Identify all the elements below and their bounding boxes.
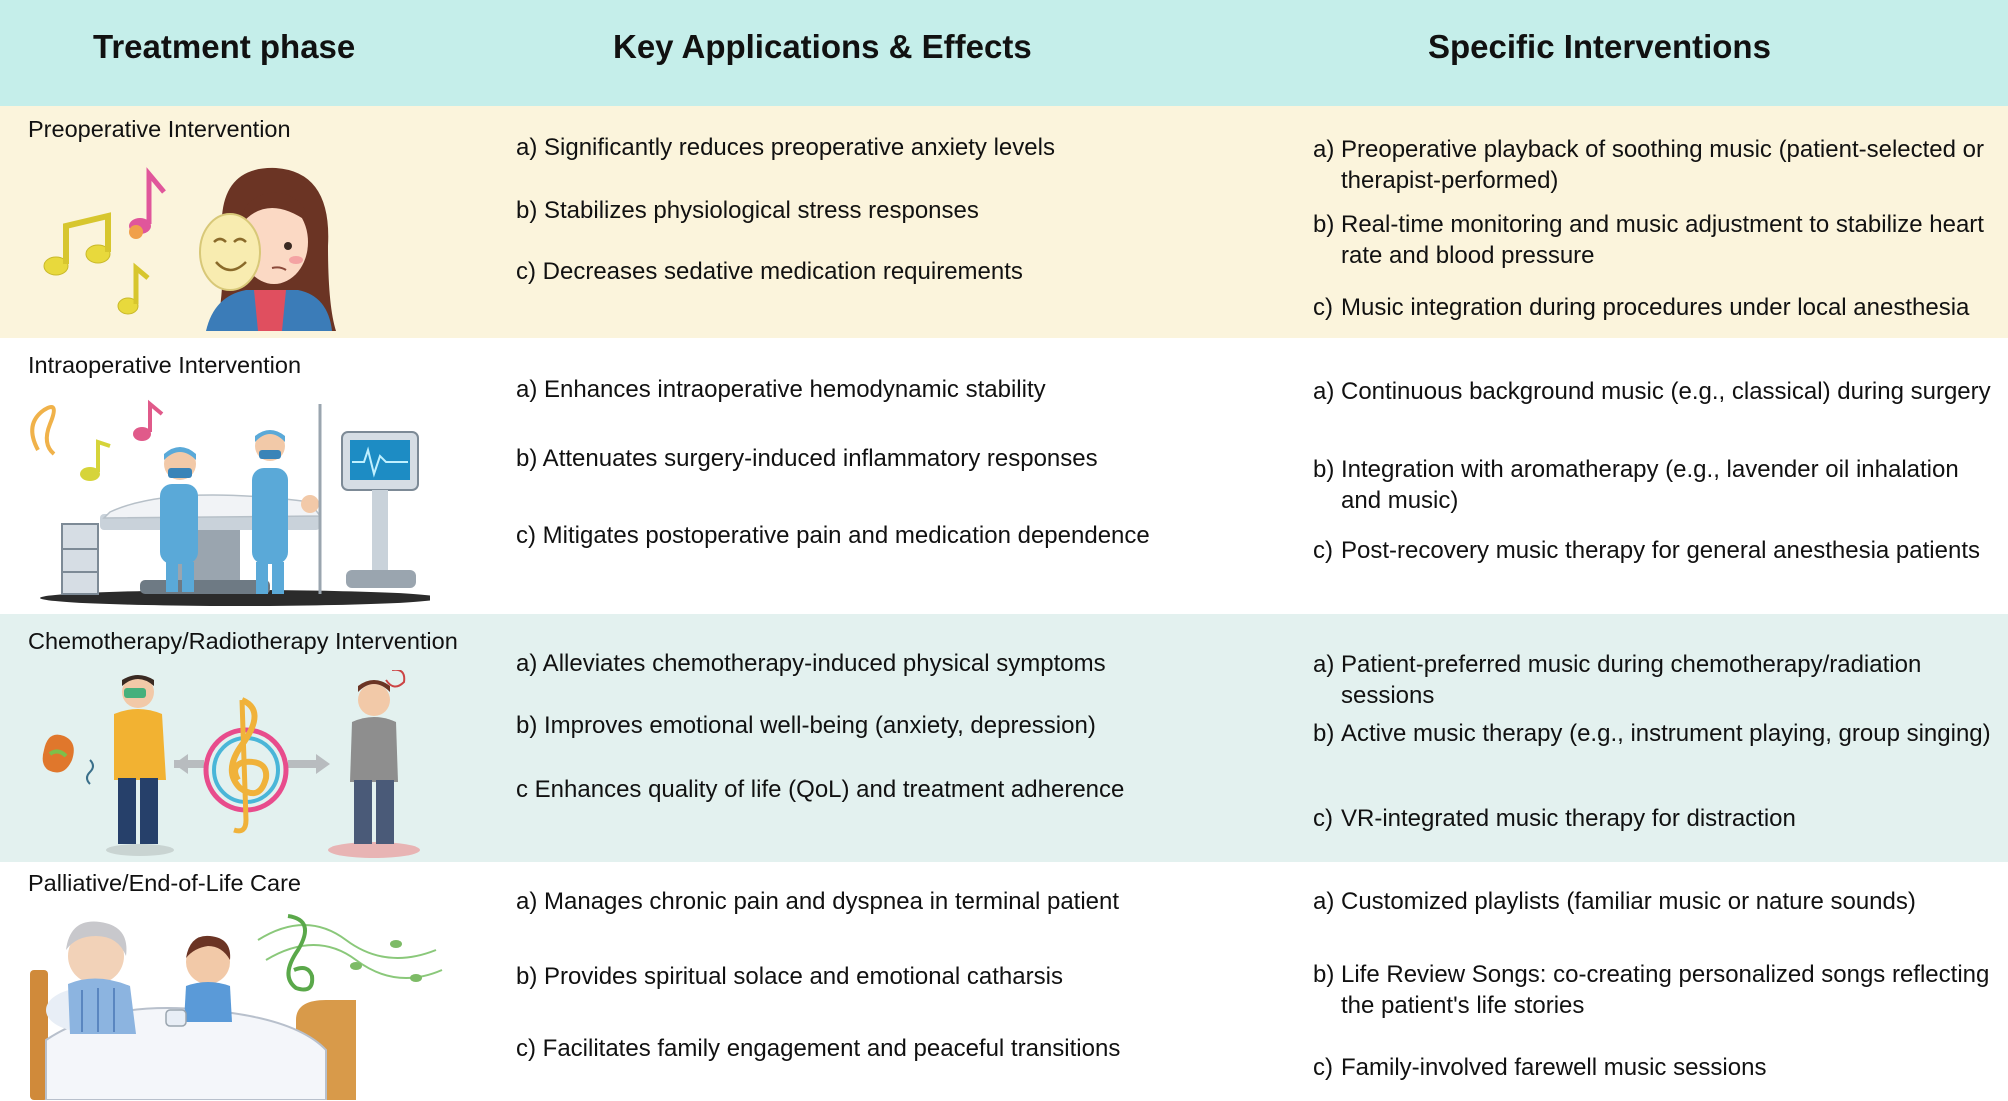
intervention-label: c) [1313, 537, 1333, 564]
row-preoperative [0, 106, 2008, 338]
effect-item: c) Decreases sedative medication requirements [516, 258, 1023, 285]
intervention-label: a) [1313, 378, 1335, 405]
effect-item: a) Significantly reduces preoperative anxiety levels [516, 134, 1055, 161]
intervention-text: Life Review Songs: co-creating personalized songs reflecting the patient's life stories [1341, 961, 1990, 1019]
header-specific-interventions: Specific Interventions [1428, 28, 1771, 65]
effect-item: c) Facilitates family engagement and peaceful transitions [516, 1035, 1121, 1062]
elderly-patient-in-bed-with-child-and-music-icon [26, 900, 446, 1100]
phase-label: Intraoperative Intervention [28, 352, 302, 378]
header-key-applications: Key Applications & Effects [613, 28, 1032, 65]
header-treatment-phase: Treatment phase [93, 28, 356, 65]
intervention-label: b) [1313, 211, 1335, 238]
intervention-item [1313, 376, 2003, 407]
phase-label: Chemotherapy/Radiotherapy Intervention [28, 628, 458, 654]
effect-item: b) Attenuates surgery-induced inflammatory responses [516, 445, 1098, 472]
table-header [0, 0, 2008, 106]
effect-item: a) Manages chronic pain and dyspnea in terminal patient [516, 888, 1120, 915]
intervention-item [1313, 535, 2003, 566]
intervention-label: a) [1313, 136, 1335, 163]
intervention-text: Integration with aromatherapy (e.g., lavender oil inhalation and music) [1341, 456, 1959, 514]
intervention-item [1313, 649, 2003, 711]
intervention-label: a) [1313, 888, 1335, 915]
intervention-label: b) [1313, 456, 1335, 483]
anxious-woman-with-smiling-mask-and-music-notes-icon [36, 156, 356, 336]
surgeons-operating-room-with-monitor-icon [20, 384, 430, 609]
intervention-text: Preoperative playback of soothing music (patient-selected or therapist-performed) [1341, 136, 1985, 194]
phase-label: Preoperative Intervention [28, 116, 291, 142]
intervention-text: Music integration during procedures under local anesthesia [1341, 294, 1970, 321]
intervention-item [1313, 718, 2003, 749]
intervention-text: VR-integrated music therapy for distraction [1341, 805, 1796, 832]
intervention-label: a) [1313, 651, 1335, 678]
sick-patient-music-clef-recovering-patient-icon [34, 670, 444, 860]
intervention-item [1313, 959, 2003, 1021]
intervention-label: b) [1313, 720, 1335, 747]
intervention-text: Active music therapy (e.g., instrument playing, group singing) [1341, 720, 1991, 747]
intervention-text: Real-time monitoring and music adjustment to stabilize heart rate and blood pressure [1341, 211, 1984, 269]
intervention-label: c) [1313, 1054, 1333, 1081]
intervention-text: Customized playlists (familiar music or nature sounds) [1341, 888, 1916, 915]
intervention-item [1313, 134, 2003, 196]
intervention-item [1313, 209, 2003, 271]
effect-item: c) Mitigates postoperative pain and medication dependence [516, 522, 1150, 549]
effect-item: b) Stabilizes physiological stress responses [516, 197, 979, 224]
intervention-text: Continuous background music (e.g., classical) during surgery [1341, 378, 1991, 405]
row-palliative [0, 862, 2008, 1101]
intervention-item [1313, 803, 2003, 834]
phase-label: Palliative/End-of-Life Care [28, 870, 301, 896]
effect-item: b) Improves emotional well-being (anxiety, depression) [516, 712, 1096, 739]
row-chemo-radiotherapy [0, 614, 2008, 862]
intervention-label: c) [1313, 805, 1333, 832]
intervention-item [1313, 886, 2003, 917]
effect-item: a) Alleviates chemotherapy-induced physical symptoms [516, 650, 1106, 677]
row-intraoperative [0, 338, 2008, 614]
intervention-text: Patient-preferred music during chemotherapy/radiation sessions [1341, 651, 1922, 709]
intervention-item [1313, 1052, 2003, 1083]
effect-item: a) Enhances intraoperative hemodynamic stability [516, 376, 1046, 403]
intervention-label: b) [1313, 961, 1335, 988]
intervention-item [1313, 292, 2008, 323]
effect-item: c Enhances quality of life (QoL) and treatment adherence [516, 776, 1125, 803]
intervention-text: Post-recovery music therapy for general anesthesia patients [1341, 537, 1980, 564]
effect-item: b) Provides spiritual solace and emotional catharsis [516, 963, 1063, 990]
intervention-item [1313, 454, 2003, 516]
intervention-label: c) [1313, 294, 1333, 321]
intervention-text: Family-involved farewell music sessions [1341, 1054, 1767, 1081]
